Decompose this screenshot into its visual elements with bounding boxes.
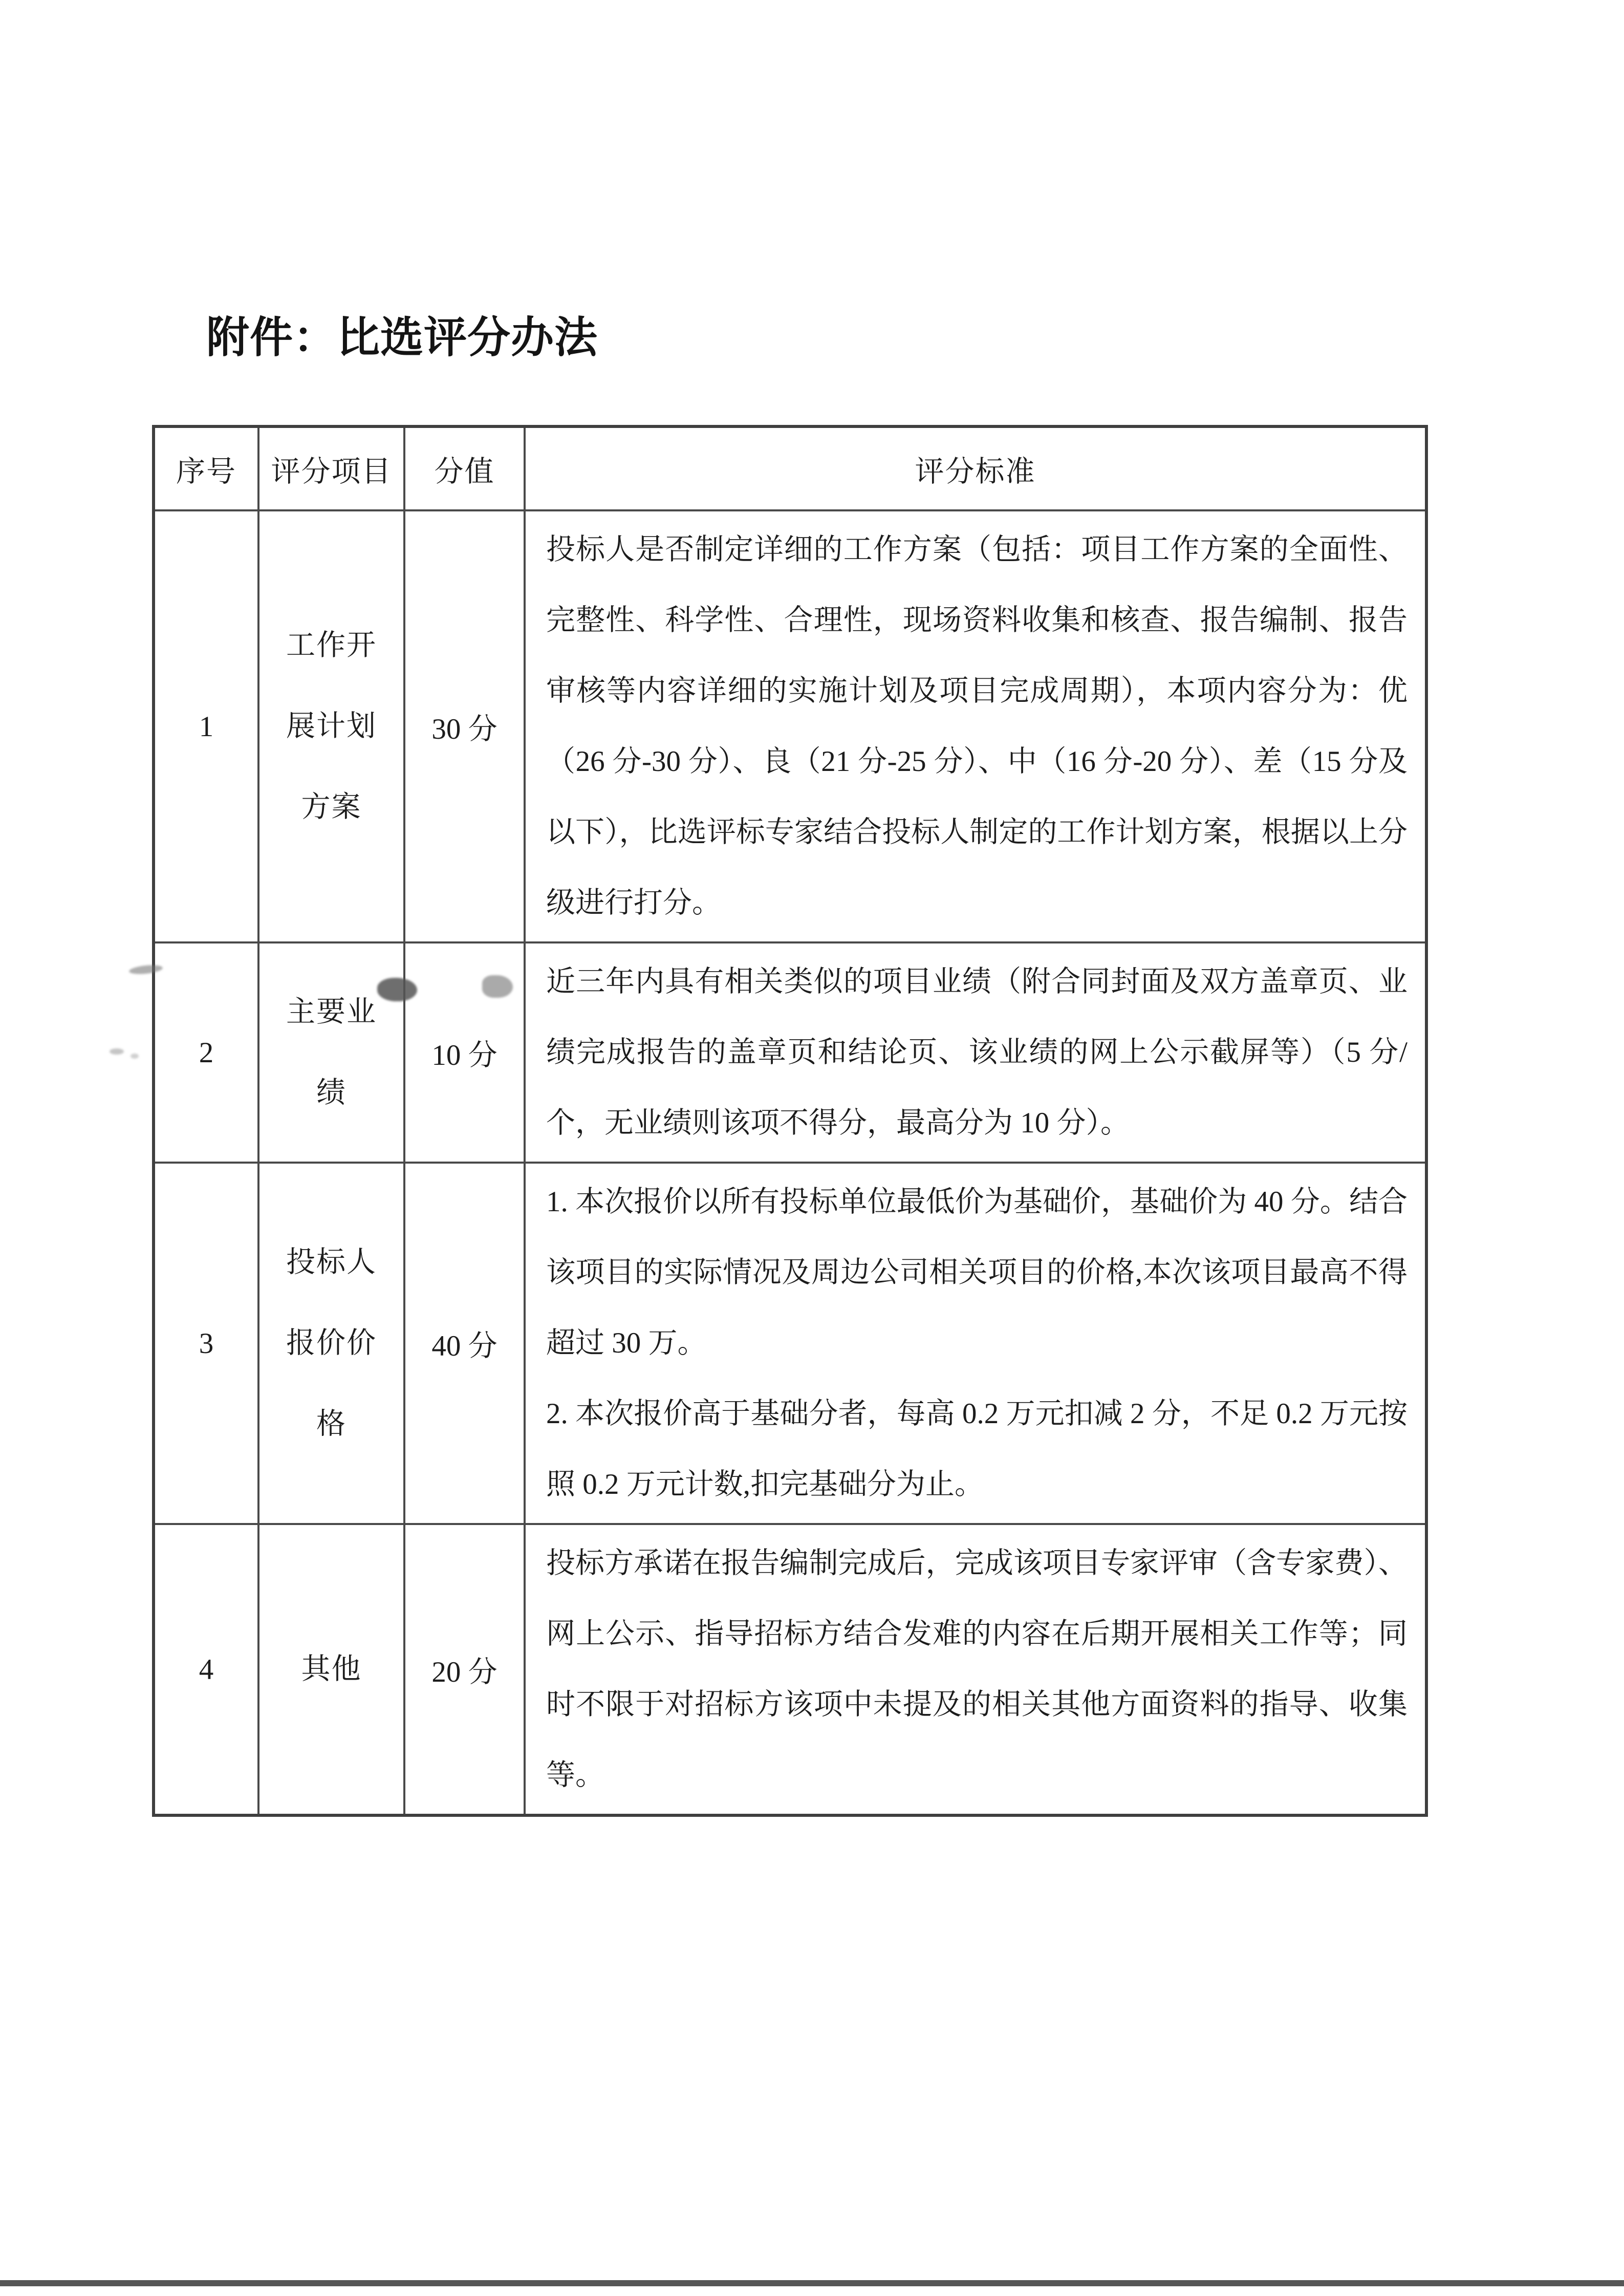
cell-criteria: [525, 1524, 1426, 1815]
criteria-paragraph: 投标人是否制定详细的工作方案（包括：项目工作方案的全面性、完整性、科学性、合理性，现场资料收集和核查、报告编制、报告审核等内容详细的实施计划及项目完成周期），本项内容分为：优（26 分-30 分）、良（21 分-25 分）、中（16 分-20 分）、差（15 分及以下），比选评标专家结合投标人制定的工作计划方案，根据以上分级进行打分。: [546, 533, 1408, 919]
cell-score: 20 分: [404, 1524, 525, 1815]
scan-edge-line: [0, 2280, 1624, 2286]
ink-smudge: [131, 1054, 139, 1059]
table-header-row: [154, 426, 1426, 510]
col-header-score: 分值: [404, 426, 525, 510]
criteria-paragraph: 1. 本次报价以所有投标单位最低价为基础价，基础价为 40 分。结合该项目的实际情况及周边公司相关项目的价格,本次该项目最高不得超过 30 万。: [546, 1186, 1408, 1359]
ink-smudge: [482, 975, 513, 998]
cell-serial: 1: [154, 510, 258, 942]
table-row: [154, 1524, 1426, 1815]
cell-serial: 2: [154, 942, 258, 1163]
criteria-paragraph: 投标方承诺在报告编制完成后，完成该项目专家评审（含专家费）、网上公示、指导招标方结合发难的内容在后期开展相关工作等；同时不限于对招标方该项中未提及的相关其他方面资料的指导、收集等。: [546, 1547, 1408, 1791]
table-row: [154, 1163, 1426, 1524]
col-header-serial: 序号: [154, 426, 258, 510]
table-row: [154, 942, 1426, 1163]
cell-score: 30 分: [404, 510, 525, 942]
cell-item: 工作开展计划方案: [258, 510, 404, 942]
page-title: 附件：比选评分办法: [206, 313, 598, 361]
col-header-item: 评分项目: [258, 426, 404, 510]
cell-score: 40 分: [404, 1163, 525, 1524]
col-header-criteria: 评分标准: [525, 426, 1426, 510]
ink-smudge: [110, 1048, 124, 1055]
scoring-method-table: [152, 425, 1428, 1817]
criteria-paragraph: 近三年内具有相关类似的项目业绩（附合同封面及双方盖章页、业绩完成报告的盖章页和结论页、该业绩的网上公示截屏等）（5 分/个，无业绩则该项不得分，最高分为 10 分）。: [546, 965, 1408, 1139]
cell-criteria: [525, 942, 1426, 1163]
ink-smudge: [377, 978, 417, 1001]
criteria-paragraph: 2. 本次报价高于基础分者，每高 0.2 万元扣减 2 分，不足 0.2 万元按照 0.2 万元计数,扣完基础分为止。: [546, 1398, 1408, 1500]
cell-serial: 4: [154, 1524, 258, 1815]
cell-score: 10 分: [404, 942, 525, 1163]
cell-item: 投标人报价价格: [258, 1163, 404, 1524]
cell-criteria: [525, 510, 1426, 942]
cell-criteria: [525, 1163, 1426, 1524]
cell-item: 主要业绩: [258, 942, 404, 1163]
cell-serial: 3: [154, 1163, 258, 1524]
table-row: [154, 510, 1426, 942]
cell-item: 其他: [258, 1524, 404, 1815]
